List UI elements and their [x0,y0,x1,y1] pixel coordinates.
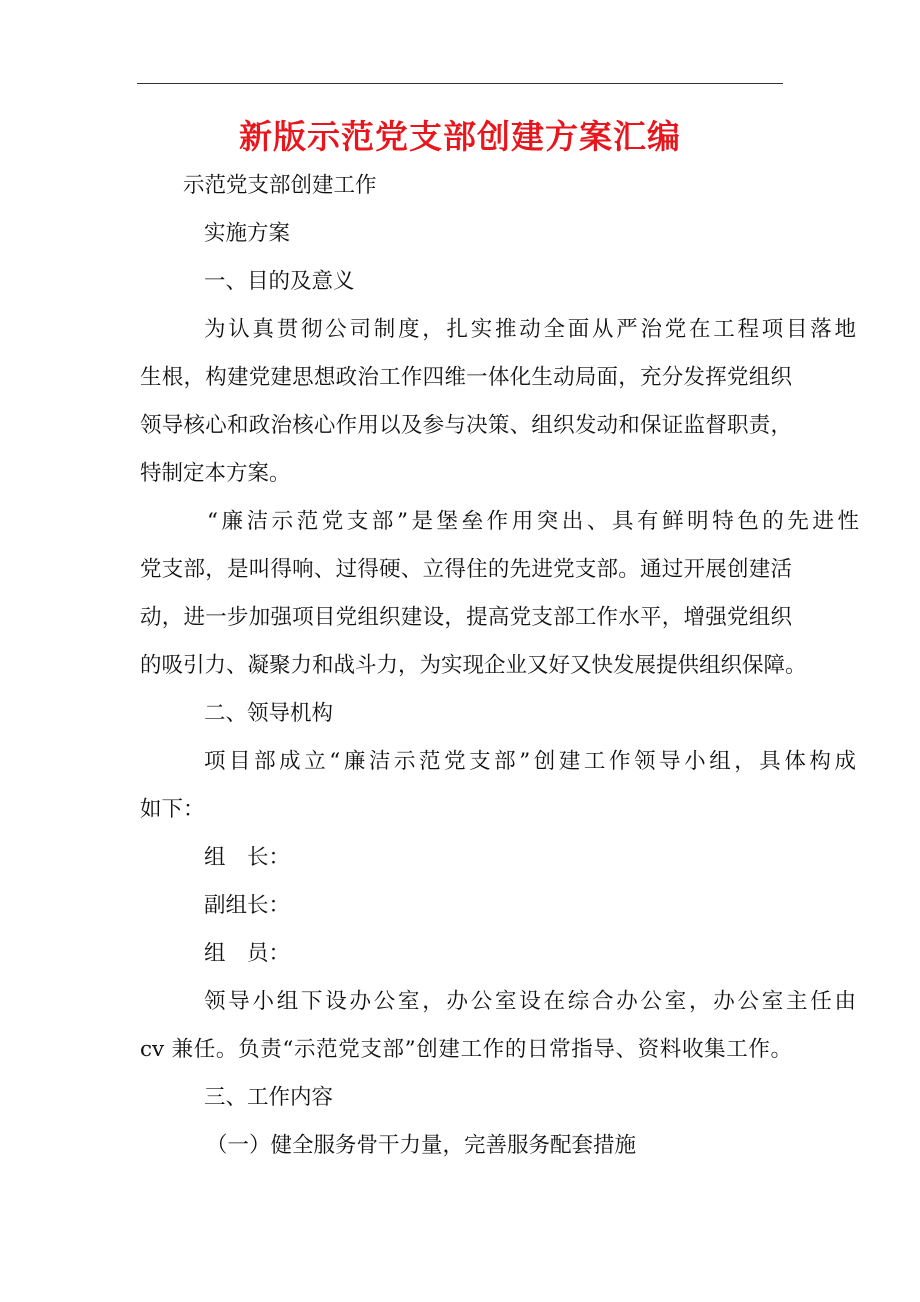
role-line-deputy: 副组长： [204,893,291,918]
paragraph-line: 的吸引力、凝聚力和战斗力，为实现企业又好又快发展提供组织保障。 [140,653,807,678]
document-title: 新版示范党支部创建方案汇编 [239,117,681,156]
section-heading: 二、领导机构 [204,701,334,726]
paragraph-line: “廉洁示范党支部”是堡垒作用突出、具有鲜明特色的先进性 [207,509,859,534]
paragraph-line: 如下： [140,797,205,822]
role-line-member: 组 员： [204,941,291,966]
paragraph-line: 示范党支部创建工作 [183,173,377,198]
paragraph-line: 领导核心和政治核心作用以及参与决策、组织发动和保证监督职责， [140,413,792,438]
document-body [140,162,859,1170]
paragraph-line: 生根，构建党建思想政治工作四维一体化生动局面，充分发挥党组织 [140,365,792,390]
role-line-leader: 组 长： [204,845,291,870]
paragraph-line: 特制定本方案。 [140,461,291,486]
section-heading: 一、目的及意义 [204,269,355,294]
paragraph-line: 为认真贯彻公司制度，扎实推动全面从严治党在工程项目落地 [204,317,856,342]
paragraph-line: 领导小组下设办公室，办公室设在综合办公室，办公室主任由 [204,989,856,1014]
paragraph-line: 动，进一步加强项目党组织建设，提高党支部工作水平，增强党组织 [140,605,792,630]
subsection-heading: （一）健全服务骨干力量，完善服务配套措施 [206,1133,637,1158]
paragraph-line: cv 兼任。负责“示范党支部”创建工作的日常指导、资料收集工作。 [140,1037,792,1062]
paragraph-line: 党支部，是叫得响、过得硬、立得住的先进党支部。通过开展创建活 [140,557,792,582]
header-rule [137,83,783,84]
paragraph-line: 项目部成立“廉洁示范党支部”创建工作领导小组，具体构成 [204,749,856,774]
paragraph-line: 实施方案 [204,221,291,246]
section-heading: 三、工作内容 [204,1085,334,1110]
